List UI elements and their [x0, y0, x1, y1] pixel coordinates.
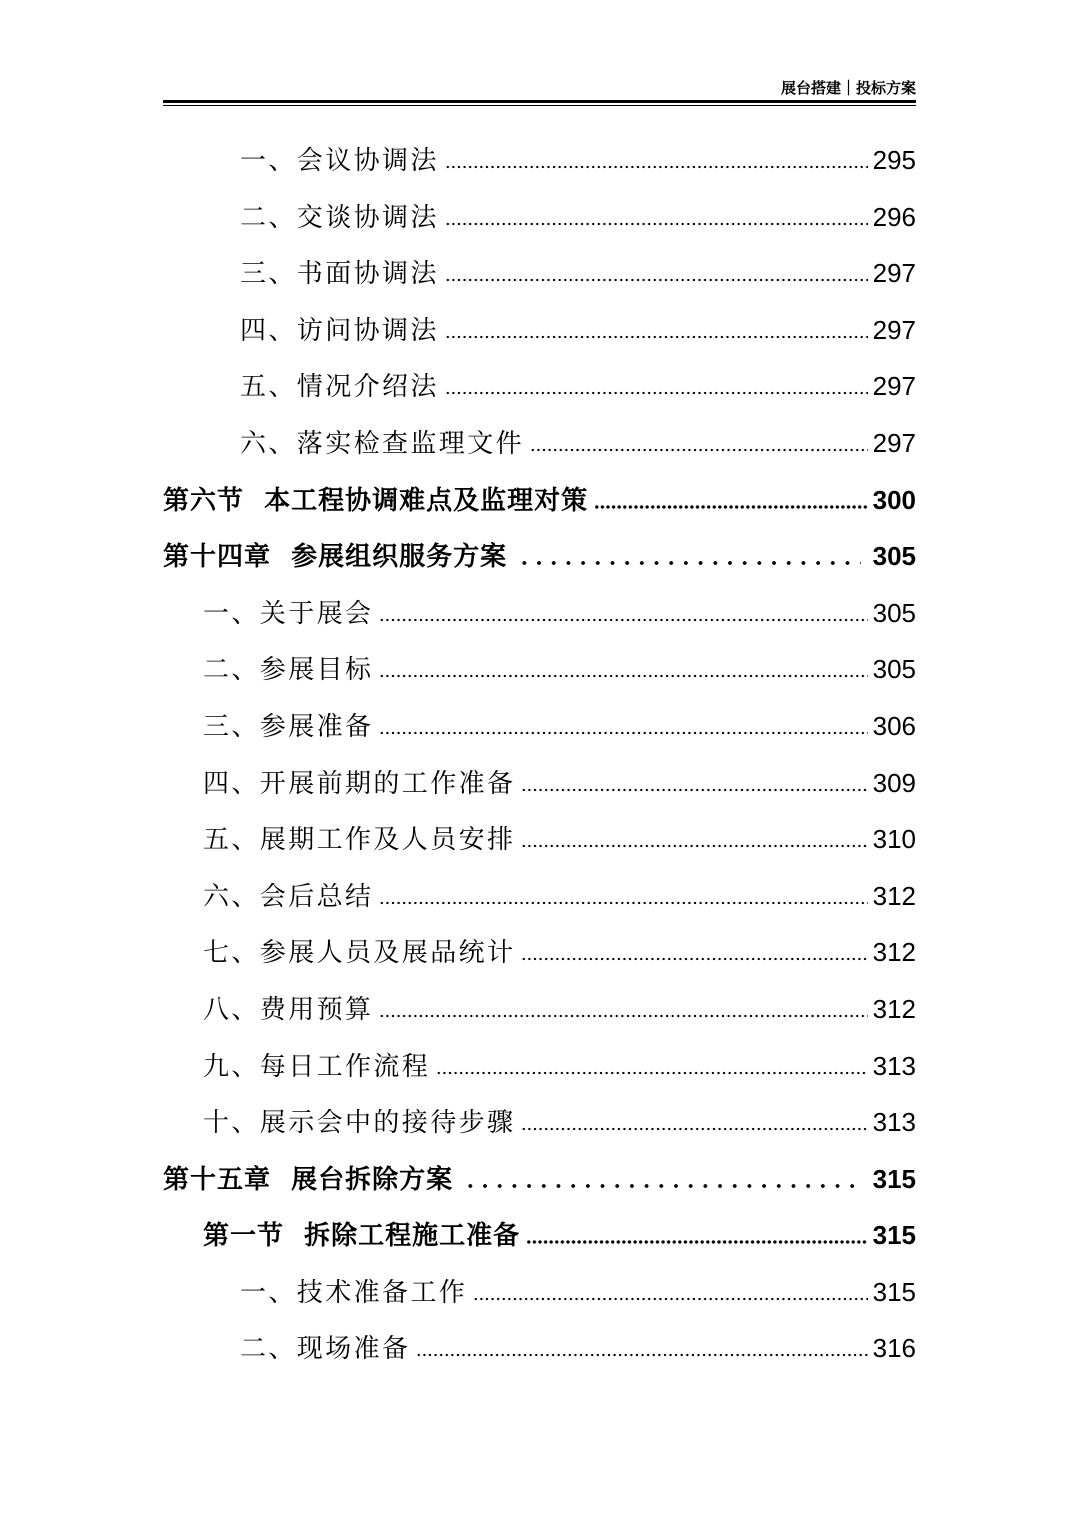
toc-entry-title: 八、费用预算 — [203, 994, 374, 1025]
toc-entry — [163, 415, 916, 472]
toc-section — [163, 1207, 916, 1264]
toc-entry — [163, 302, 916, 359]
toc-page-number: 312 — [872, 993, 916, 1024]
toc-entry-title: 九、每日工作流程 — [203, 1051, 431, 1082]
leader-dots — [445, 278, 868, 282]
toc-entry — [163, 1094, 916, 1151]
leader-dots — [530, 448, 868, 452]
toc-page-number: 309 — [872, 767, 916, 798]
toc-page-number: 295 — [872, 145, 916, 175]
toc-page-number: 310 — [872, 824, 916, 855]
toc-page-number: 316 — [872, 1333, 916, 1364]
toc-entry — [163, 924, 916, 981]
toc-entry — [163, 585, 916, 642]
header-rule-thin — [163, 105, 916, 106]
toc-entry — [163, 868, 916, 925]
toc-page-number: 297 — [872, 427, 916, 458]
toc-entry-title: 二、交谈协调法 — [240, 202, 439, 233]
toc-page-number: 315 — [872, 1163, 916, 1194]
toc-entry — [163, 1264, 916, 1321]
leader-dots — [416, 1353, 867, 1357]
toc-page-number: 300 — [872, 484, 916, 515]
toc-section-title: 第一节 拆除工程施工准备 — [203, 1221, 521, 1252]
toc-page-number: 312 — [872, 880, 916, 911]
toc-entry-title: 三、参展准备 — [203, 711, 374, 742]
toc-page-number: 296 — [872, 201, 916, 232]
toc-entry-title: 四、访问协调法 — [240, 315, 439, 346]
toc-entry-title: 五、展期工作及人员安排 — [203, 825, 516, 856]
toc-section-title: 第六节 本工程协调难点及监理对策 — [163, 485, 589, 516]
toc-entry — [163, 132, 916, 189]
toc-page-number: 297 — [872, 314, 916, 345]
toc-entry — [163, 755, 916, 812]
header-rule-thick — [163, 100, 916, 103]
leader-dots — [521, 957, 867, 961]
toc-page-number: 313 — [872, 1050, 916, 1081]
toc-entry-title: 二、现场准备 — [240, 1334, 411, 1365]
toc-page-number: 306 — [872, 710, 916, 741]
toc-chapter-title: 第十五章 展台拆除方案 — [163, 1164, 454, 1195]
header-title: 展台搭建｜投标方案 — [780, 79, 916, 97]
leader-dots — [445, 391, 868, 395]
toc-chapter — [163, 528, 916, 585]
leader-dots — [594, 505, 868, 509]
toc-page-number: 305 — [872, 541, 916, 572]
toc-entry-title: 五、情况介绍法 — [240, 372, 439, 403]
toc-entry-title: 三、书面协调法 — [240, 259, 439, 290]
toc-entry — [163, 981, 916, 1038]
leader-dots — [379, 901, 867, 905]
toc-entry-title: 十、展示会中的接待步骤 — [203, 1108, 516, 1139]
toc-entry-title: 一、会议协调法 — [240, 146, 439, 176]
toc-entry — [163, 1320, 916, 1377]
leader-dots — [521, 1127, 867, 1131]
toc-page-number: 315 — [872, 1220, 916, 1251]
toc-page-number: 297 — [872, 371, 916, 402]
leader-dots — [445, 335, 868, 339]
toc-chapter — [163, 1151, 916, 1208]
toc-entry — [163, 698, 916, 755]
toc-entry — [163, 245, 916, 302]
leader-dots — [379, 674, 867, 678]
toc-entry-title: 七、参展人员及展品统计 — [203, 938, 516, 969]
toc-entry — [163, 641, 916, 698]
leader-dots — [521, 844, 867, 848]
leader-dots — [526, 1240, 868, 1244]
toc-entry — [163, 358, 916, 415]
toc-page-number: 315 — [872, 1276, 916, 1307]
toc-entry-title: 六、落实检查监理文件 — [240, 428, 525, 459]
toc-page-number: 313 — [872, 1107, 916, 1138]
leader-dots — [521, 788, 867, 792]
leader-dots — [436, 1071, 867, 1075]
toc-entry-title: 四、开展前期的工作准备 — [203, 768, 516, 799]
leader-dots — [473, 1297, 867, 1301]
table-of-contents — [163, 132, 916, 1377]
toc-entry-title: 一、技术准备工作 — [240, 1277, 468, 1308]
toc-page-number: 312 — [872, 937, 916, 968]
toc-page-number: 305 — [872, 654, 916, 685]
leader-dots — [517, 561, 861, 565]
leader-dots — [379, 731, 867, 735]
toc-section — [163, 472, 916, 529]
leader-dots — [379, 618, 867, 622]
leader-dots — [445, 165, 868, 169]
leader-dots — [445, 222, 868, 226]
toc-entry — [163, 811, 916, 868]
toc-entry — [163, 189, 916, 246]
toc-page-number: 297 — [872, 258, 916, 289]
toc-entry-title: 二、参展目标 — [203, 655, 374, 686]
leader-dots — [379, 1014, 867, 1018]
toc-entry-title: 六、会后总结 — [203, 881, 374, 912]
toc-page-number: 305 — [872, 597, 916, 628]
leader-dots — [463, 1184, 861, 1188]
toc-entry-title: 一、关于展会 — [203, 598, 374, 629]
toc-entry — [163, 1038, 916, 1095]
toc-chapter-title: 第十四章 参展组织服务方案 — [163, 542, 508, 573]
